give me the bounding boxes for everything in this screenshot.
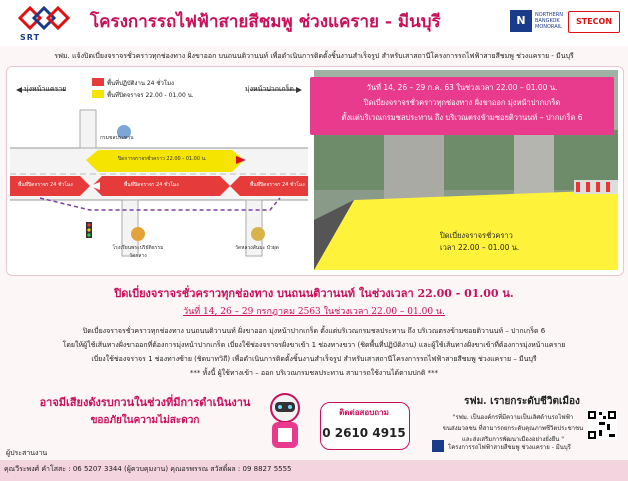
page-title [90,8,441,35]
legend-yellow-label: พื้นที่ปิดจราจร 22.00 - 01.00 น. [107,92,194,99]
announcement-body-3: เบี่ยงใช้ช่องจราจร 1 ช่องทางซ้าย (ชิดบาทวิถี) เพื่อดำเนินการติดตั้งชิ้นงานสำเร็จรูป สำหรับเสาสถานีโครงการรถไฟฟ้าสายสีชมพู ช่วงแคราย – มีนบุรี [91,355,537,363]
qr-code-icon[interactable] [587,410,617,440]
legend-red-swatch [92,78,104,86]
nbm-logo-text [535,12,563,30]
dept-label: กรมชลประทาน [100,135,134,141]
nbm-text-2: BANGKOK [535,18,560,24]
srt-quote-2: ขนส่งมวลชน ที่สามารถยกระดับคุณภาพชีวิตประชาชน [442,425,584,432]
photo-info-line-2: ตั้งแต่บริเวณกรมชลประทาน ถึง บริเวณตรงข้ามซอยติวานนท์ – ปากเกร็ด 6 [341,113,583,122]
footer-project-name: โครงการรถไฟฟ้าสายสีชมพู ช่วงแคราย - มีนบุรี [448,444,571,451]
coordinator-label: ผู้ประสานงาน [6,449,48,457]
sub-header: รฟม. แจ้งปิดเบี่ยงจราจรชั่วคราวทุกช่องทาง ฝั่งขาออก บนถนนติวานนท์ เพื่อดำเนินการติดตั้งชิ้นงานสำเร็จรูป สำหรับเสาสถานีโครงการรถไฟฟ้าสายสีชมพู ช่วงแคราย - มีนบุรี [54,52,574,60]
announcement-body-4: *** ทั้งนี้ ผู้ใช้ทางเข้า – ออก บริเวณกรมชลประทาน สามารถใช้งานได้ตามปกติ *** [189,369,439,377]
contact-label: ติดต่อสอบถาม [339,408,389,417]
announcement-body-1: ปิดเบี่ยงจราจรชั่วคราวทุกช่องทาง บนถนนติวานนท์ ฝั่งขาออก มุ่งหน้าปากเกร็ด ตั้งแต่บริเวณกรมชลประทาน ถึง บริเวณตรงข้ามซอยติวานนท์ – ปากเกร็ด 6 [82,327,546,335]
side-road-top [80,110,96,148]
apology-line-2: ขออภัยในความไม่สะดวก [90,415,200,426]
dir-arrow-left-icon [16,87,22,93]
contact-phone-number[interactable]: 0 2610 4915 [322,426,406,440]
nbm-text-1: NORTHERN [535,12,563,18]
srt-small-logo-icon [432,440,444,452]
traffic-diagram [10,70,308,270]
announcement-title: ปิดเบี่ยงจราจรชั่วคราวทุกช่องทาง บนถนนติวานนท์ ในช่วงเวลา 22.00 - 01.00 น. [114,287,514,300]
direction-left-label: มุ่งหน้าแคราย [24,85,67,93]
apology-line-1: อาจมีเสียงดังรบกวนในช่วงที่มีการดำเนินงาน [39,396,251,409]
photo-info-title: วันที่ 14, 26 – 29 ก.ค. 63 ในช่วงเวลา 22.00 – 01.00 น. [366,83,558,92]
announcement-body-2: โดยให้ผู้ใช้เส้นทางฝั่งขาออกที่ต้องการมุ่งหน้าปากเกร็ด เบี่ยงใช้ช่องจราจรฝั่งขาเข้า 1 ช่องทางขวา (ชิดพื้นที่ปฏิบัติงาน) และผู้ใช้เส้นทางฝั่งขาเข้าที่ต้องการมุ่งหน้าแคราย [62,341,566,349]
photo-caption-1: ปิดเบี่ยงจราจรชั่วคราว [440,231,513,240]
photo-info-line-1: ปิดเบี่ยงจราจรชั่วคราวทุกช่องทาง ฝั่งขาออก มุ่งหน้าปากเกร็ด [363,98,561,107]
school-label: โรงเรียนพระปริยัติธรรม วัดกลาง [112,245,164,259]
srt-quote-3: และส่งเสริมการพัฒนาเมืองอย่างยั่งยืน " [461,436,564,443]
direction-right-label: มุ่งหน้าปากเกร็ด [245,85,294,93]
legend-yellow-swatch [92,90,104,98]
stecon-logo: STECON [568,11,620,33]
page-title-route: ช่วงแคราย - มีนบุรี [298,12,441,32]
dir-arrow-right-icon [296,87,302,93]
work-center-label: พื้นที่ปิดจราจร 24 ชั่วโมง [124,182,179,188]
work-left-label: พื้นที่ปิดจราจร 24 ชั่วโมง [18,182,73,188]
srt-quote-1: "รฟม. เป็นองค์กรที่มีความเป็นเลิศด้านรถไฟฟ้า [452,414,574,421]
closed-time-label: ปิดการจราจรชั่วคราว 22.00 - 01.00 น. [118,156,207,162]
nbm-logo-icon: N [510,10,532,32]
temple-label: วัดหลวงสันมะ บัวผุด [235,245,279,251]
work-right-label: พื้นที่ปิดจราจร 24 ชั่วโมง [250,182,305,188]
srt-slogan: รฟม. เรายกระดับชีวิตเมือง [464,396,580,407]
temple-logo-icon [251,227,265,241]
legend-red-label: พื้นที่ปฏิบัติงาน 24 ชั่วโมง [107,80,174,87]
announcement-date: วันที่ 14, 26 – 29 กรกฎาคม 2563 ในช่วงเวลา 22.00 – 01.00 น. [183,307,445,317]
mascot-icon [262,390,308,452]
srt-logo-text: SRT [20,33,41,42]
photo-caption-2: เวลา 22.00 – 01.00 น. [440,243,520,252]
school-logo-icon [131,227,145,241]
page-title-main: โครงการรถไฟฟ้าสายสีชมพู [90,12,293,32]
nbm-text-3: MONORAIL [535,24,562,30]
coordinator-contacts: คุณวีระพงศ์ คำโสสะ : 06 5207 3344 (ผู้ควบคุมงาน) คุณอรพรรณ สวัสดิ์ผล : 09 8827 5555 [4,465,292,473]
